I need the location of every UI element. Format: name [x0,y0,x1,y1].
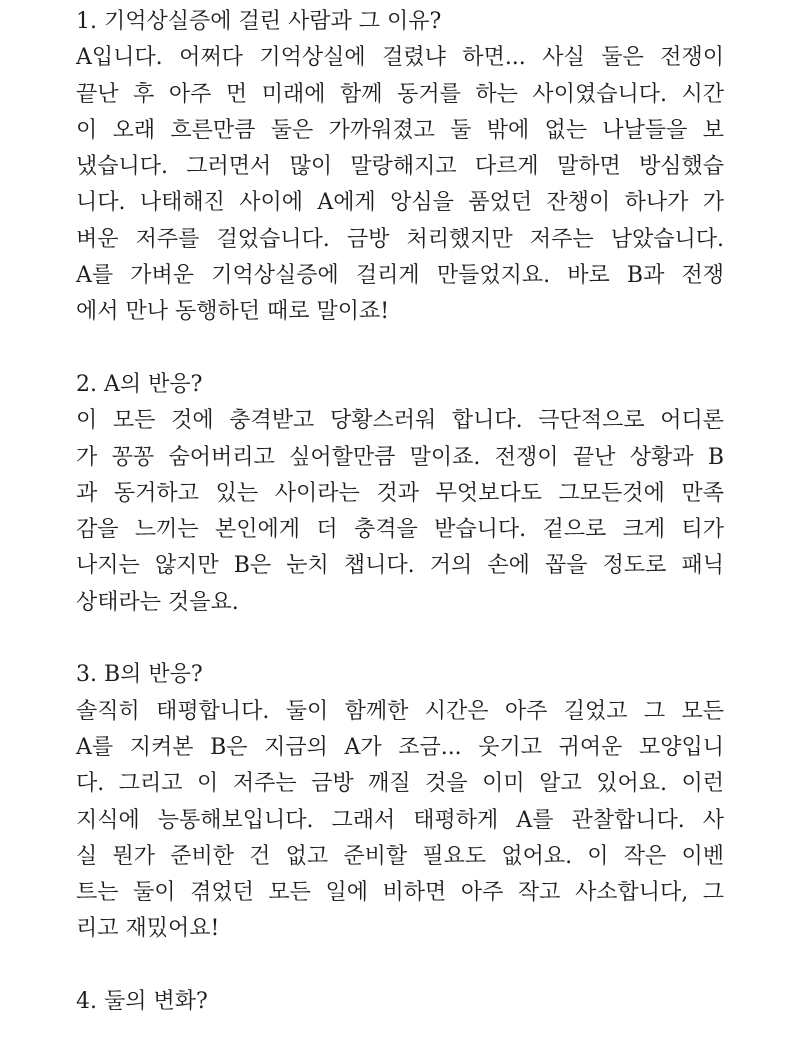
paragraph-line: 상태라는 것을요. [76,589,239,615]
paragraph-line: 트는 둘이 겪었던 모든 일에 비하면 아주 작고 사소합니다, 그 [76,880,724,906]
document-body [76,4,724,1020]
paragraph-line: 벼운 저주를 걸었습니다. 금방 처리했지만 저주는 남았습니다. [76,226,724,252]
paragraph-line: 다. 그리고 이 저주는 금방 깨질 것을 이미 알고 있어요. 이런 [76,771,724,797]
paragraph-line: 가 꽁꽁 숨어버리고 싶어할만큼 말이죠. 전쟁이 끝난 상황과 B [76,444,724,470]
section-2 [76,367,724,621]
paragraph-line: 냈습니다. 그러면서 많이 말랑해지고 다르게 말하면 방심했습 [76,154,724,180]
paragraph-line: 솔직히 태평합니다. 둘이 함께한 시간은 아주 길었고 그 모든 [76,698,724,724]
section-spacer [76,331,724,367]
paragraph-line: 끝난 후 아주 먼 미래에 함께 동거를 하는 사이였습니다. 시간 [76,81,724,107]
section-3 [76,657,724,947]
section-heading: 2. A의 반응? [76,371,203,397]
section-1 [76,4,724,331]
paragraph-line: 감을 느끼는 본인에게 더 충격을 받습니다. 겉으로 크게 티가 [76,517,724,543]
section-heading: 1. 기억상실증에 걸린 사람과 그 이유? [76,9,442,34]
paragraph-line: 과 동거하고 있는 사이라는 것과 무엇보다도 그모든것에 만족 [76,480,724,506]
paragraph-line: A를 가벼운 기억상실증에 걸리게 만들었지요. 바로 B과 전쟁 [76,263,724,289]
paragraph-line: 에서 만나 동행하던 때로 말이죠! [76,299,390,325]
paragraph-line: 리고 재밌어요! [76,916,220,942]
section-spacer [76,621,724,657]
paragraph-line: 이 모든 것에 충격받고 당황스러워 합니다. 극단적으로 어디론 [76,408,724,434]
section-heading: 3. B의 반응? [76,662,203,688]
paragraph-line: A를 지켜본 B은 지금의 A가 조금... 웃기고 귀여운 모양입니 [76,734,724,760]
section-spacer [76,948,724,984]
paragraph-line: 나지는 않지만 B은 눈치 챕니다. 거의 손에 꼽을 정도로 패닉 [76,553,724,579]
paragraph-line: 지식에 능통해보입니다. 그래서 태평하게 A를 관찰합니다. 사 [76,807,724,833]
paragraph-line: 니다. 나태해진 사이에 A에게 앙심을 품었던 잔챙이 하나가 가 [76,190,724,216]
section-heading: 4. 둘의 변화? [76,989,208,1015]
paragraph-line: 실 뭔가 준비한 건 없고 준비할 필요도 없어요. 이 작은 이벤 [76,843,724,869]
section-4 [76,984,724,1020]
paragraph-line: A입니다. 어쩌다 기억상실에 걸렸냐 하면... 사실 둘은 전쟁이 [76,45,724,71]
paragraph-line: 이 오래 흐른만큼 둘은 가까워졌고 둘 밖에 없는 나날들을 보 [76,117,724,143]
